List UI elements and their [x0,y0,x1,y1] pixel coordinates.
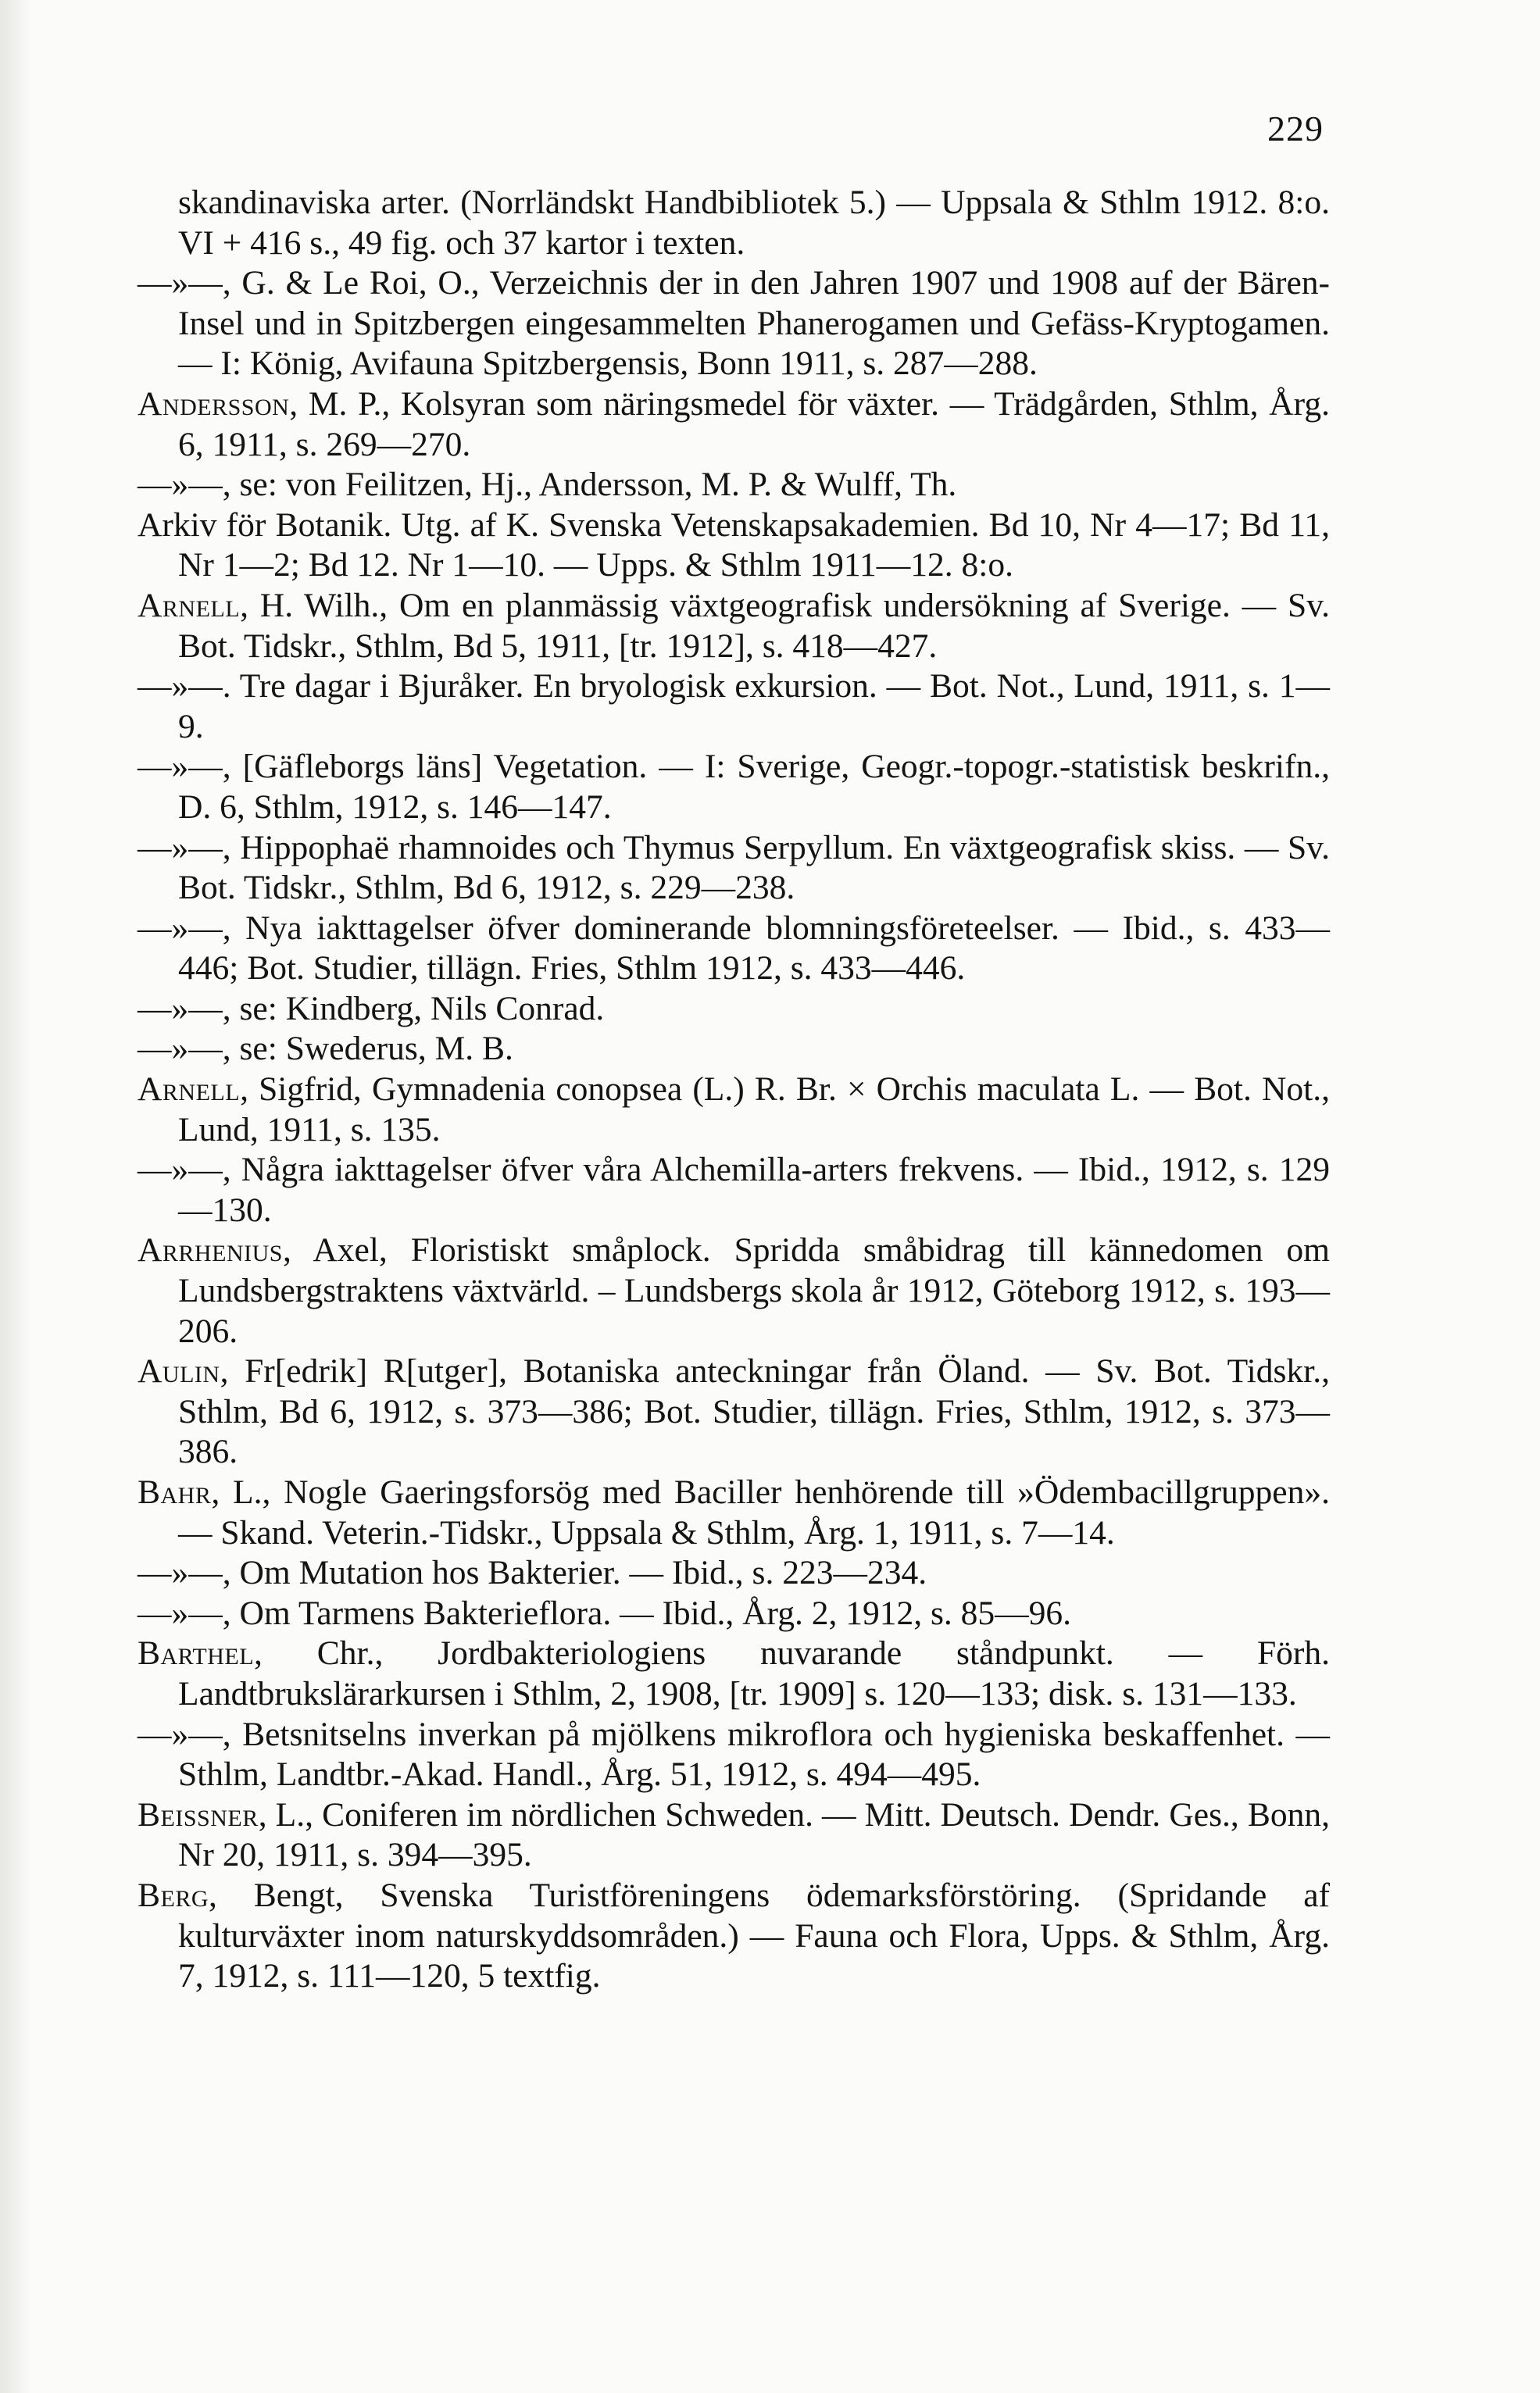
entry-text: —»—, Nya iakttagelser öfver dominerande blomningsföreteelser. — Ibid., s. 433—446; Bot. Studier, tillägn. Fries, Sthlm 1912, s. 433—446. [138,909,1330,988]
entry-author: Arnell [138,1070,241,1109]
entry-text: —»—, G. & Le Roi, O., Verzeichnis der in den Jahren 1907 und 1908 auf der Bären-Insel und in Spitzbergen eingesammelten Phanerogamen und Gefäss-Kryptogamen. — I: König, Avifauna Spitzbergensis, Bonn 1911, s. 287—288. [138,264,1330,383]
entry-author: Berg [138,1876,209,1914]
entry-text: , M. P., Kolsyran som näringsmedel för växter. — Trädgården, Sthlm, Årg. 6, 1911, s. 269—270. [178,384,1330,463]
entry-text: , L., Coniferen im nördlichen Schweden. — Mitt. Deutsch. Dendr. Ges., Bonn, Nr 20, 1911, s. 394—395. [178,1795,1330,1874]
bibliography-entry [138,747,1330,827]
bibliography-entry [138,1795,1330,1876]
entry-author: Barthel [138,1634,255,1673]
entry-text: , H. Wilh., Om en planmässig växtgeografisk undersökning af Sverige. — Sv. Bot. Tidskr., Sthlm, Bd 5, 1911, [tr. 1912], s. 418—427. [178,586,1330,665]
page-number: 229 [1267,109,1324,148]
bibliography-entry [138,666,1330,747]
entry-text: —»—, se: Kindberg, Nils Conrad. [138,989,605,1027]
bibliography-entry [138,1876,1330,1997]
bibliography-entry-continuation [138,183,1330,263]
bibliography-entry [138,1634,1330,1714]
bibliography-entry [138,828,1330,909]
bibliography-entry [138,384,1330,465]
entry-text: Arkiv för Botanik. Utg. af K. Svenska Vetenskapsakademien. Bd 10, Nr 4—17; Bd 11, Nr 1—2; Bd 12. Nr 1—10. — Upps. & Sthlm 1911—12. 8:o. [138,505,1330,584]
entry-text: —»—. Tre dagar i Bjuråker. En bryologisk exkursion. — Bot. Not., Lund, 1911, s. 1—9. [138,667,1330,745]
entry-author: Arnell [138,586,241,624]
bibliography-entry [138,1230,1330,1352]
bibliography-entry [138,1553,1330,1594]
bibliography-entry [138,909,1330,989]
entry-text: , Bengt, Svenska Turistföreningens ödemarksförstöring. (Spridande af kulturväxter inom naturskyddsområden.) — Fauna och Flora, Upps. & Sthlm, Årg. 7, 1912, s. 111—120, 5 textfig. [178,1876,1330,1995]
entry-text: —»—, Hippophaë rhamnoides och Thymus Serpyllum. En växtgeografisk skiss. — Sv. Bot. Tidskr., Sthlm, Bd 6, 1912, s. 229—238. [138,828,1330,907]
entry-text: —»—, Om Mutation hos Bakterier. — Ibid., s. 223—234. [138,1554,927,1592]
bibliography-entry [138,505,1330,586]
bibliography-entry [138,1029,1330,1070]
entry-text: —»—, Några iakttagelser öfver våra Alchemilla-arters frekvens. — Ibid., 1912, s. 129—130. [138,1151,1330,1229]
entry-text: —»—, Om Tarmens Bakterieflora. — Ibid., Årg. 2, 1912, s. 85—96. [138,1594,1072,1632]
entry-author: Andersson [138,384,290,423]
bibliography-entries [138,183,1330,1997]
entry-text: skandinaviska arter. (Norrländskt Handbibliotek 5.) — Uppsala & Sthlm 1912. 8:o. VI + 416 s., 49 fig. och 37 kartor i texten. [178,184,1330,262]
entry-text: , L., Nogle Gaeringsforsög med Baciller henhörende till »Ödembacillgruppen». — Skand. Veterin.-Tidskr., Uppsala & Sthlm, Årg. 1, 1911, s. 7—14. [178,1473,1330,1552]
entry-text: —»—, se: Swederus, M. B. [138,1030,513,1068]
bibliography-entry [138,1150,1330,1230]
entry-author: Arrhenius [138,1231,283,1270]
bibliography-entry [138,1473,1330,1553]
bibliography-entry [138,263,1330,384]
entry-text: —»—, [Gäfleborgs läns] Vegetation. — I: Sverige, Geogr.-topogr.-statistisk beskrifn., D. 6, Sthlm, 1912, s. 146—147. [138,748,1330,826]
entry-author: Aulin [138,1352,220,1391]
entry-author: Bahr [138,1473,212,1511]
bibliography-entry [138,586,1330,666]
bibliography-entry [138,989,1330,1030]
bibliography-entry [138,1594,1330,1634]
entry-author: Beissner [138,1795,259,1834]
bibliography-entry [138,1715,1330,1795]
bibliography-entry [138,465,1330,505]
entry-text: , Fr[edrik] R[utger], Botaniska anteckningar från Öland. — Sv. Bot. Tidskr., Sthlm, Bd 6, 1912, s. 373—386; Bot. Studier, tillägn. Fries, Sthlm, 1912, s. 373—386. [178,1352,1330,1471]
bibliography-entry [138,1352,1330,1473]
entry-text: , Axel, Floristiskt småplock. Spridda småbidrag till kännedomen om Lundsbergstraktens växtvärld. – Lundsbergs skola år 1912, Göteborg 1912, s. 193—206. [178,1231,1330,1350]
page-gutter-shadow [0,0,31,2393]
entry-text: —»—, se: von Feilitzen, Hj., Andersson, M. P. & Wulff, Th. [138,466,957,504]
entry-text: , Chr., Jordbakteriologiens nuvarande ståndpunkt. — Förh. Landtbrukslärarkursen i Sthlm, 2, 1908, [tr. 1909] s. 120—133; disk. s. 131—133. [178,1634,1330,1713]
bibliography-entry [138,1070,1330,1150]
entry-text: —»—, Betsnitselns inverkan på mjölkens mikroflora och hygieniska beskaffenhet. — Sthlm, Landtbr.-Akad. Handl., Årg. 51, 1912, s. 494—495. [138,1715,1330,1794]
entry-text: , Sigfrid, Gymnadenia conopsea (L.) R. Br. × Orchis maculata L. — Bot. Not., Lund, 1911, s. 135. [178,1070,1330,1148]
